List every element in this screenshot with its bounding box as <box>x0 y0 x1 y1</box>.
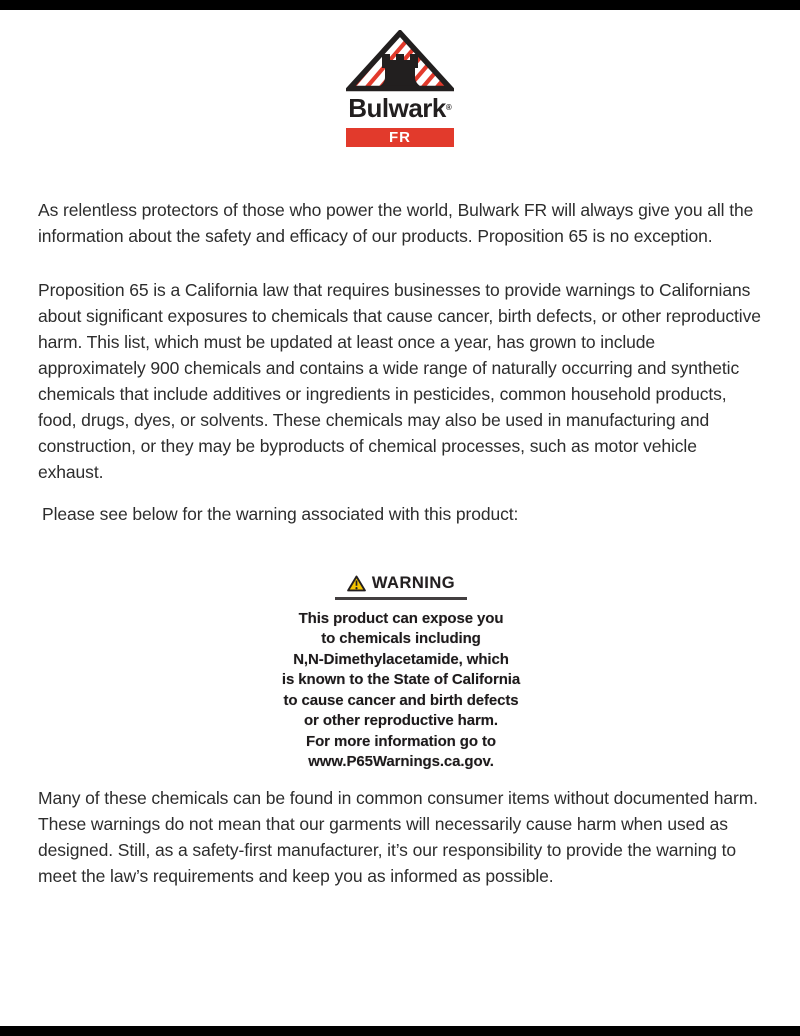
intro-paragraph: As relentless protectors of those who power the world, Bulwark FR will always give you all the information about the safety and efficacy of our products. Proposition 65 is no exception. <box>38 200 754 246</box>
warning-line: N,N-Dimethylacetamide, which <box>293 650 509 668</box>
bottom-edge-bar <box>0 1026 800 1036</box>
bulwark-logo <box>346 0 454 147</box>
brand-name: Bulwark <box>348 93 446 123</box>
prop65-warning-label <box>266 573 536 773</box>
warning-heading <box>266 573 536 593</box>
warning-heading-text: WARNING <box>371 574 456 592</box>
warning-underline <box>335 597 467 600</box>
prop65-paragraph: Proposition 65 is a California law that requires businesses to provide warnings to Californians about significant exposures to chemicals that cause cancer, birth defects, or other reproductive harm. This list, which must be updated at least once a year, has grown to include approximately 900 chemicals and contains a wide range of naturally occurring and synthetic chemicals that include additives or ingredients in pesticides, common household products, food, drugs, dyes, or solvents. These chemicals may also be used in manufacturing and construction, or they may be byproducts of chemical processes, such as motor vehicle exhaust. <box>38 280 761 482</box>
see-below-paragraph: Please see below for the warning associated with this product: <box>42 504 519 524</box>
main-content <box>0 197 800 889</box>
warning-line: This product can expose you <box>298 609 504 627</box>
brand-wordmark <box>346 95 454 122</box>
closing-paragraph: Many of these chemicals can be found in common consumer items without documented harm. These warnings do not mean that our garments will necessarily cause harm when used as designed. Still, as a safety-first manufacturer, it’s our responsibility to provide the warning to meet the law’s requirements and keep you as informed as possible. <box>38 787 758 886</box>
fr-badge: FR <box>346 128 454 147</box>
bulwark-triangle-castle-icon <box>346 30 454 92</box>
warning-line: For more information go to <box>306 732 496 750</box>
warning-line: is known to the State of California <box>281 671 521 688</box>
top-edge-bar <box>0 0 800 10</box>
warning-line: to chemicals including <box>321 630 481 647</box>
warning-triangle-icon <box>347 575 366 592</box>
warning-line: or other reproductive harm. <box>303 712 498 729</box>
registered-trademark-symbol: ® <box>445 103 452 112</box>
warning-line: to cause cancer and birth defects <box>283 691 519 709</box>
warning-text <box>266 609 536 773</box>
warning-line: www.P65Warnings.ca.gov. <box>308 753 494 770</box>
